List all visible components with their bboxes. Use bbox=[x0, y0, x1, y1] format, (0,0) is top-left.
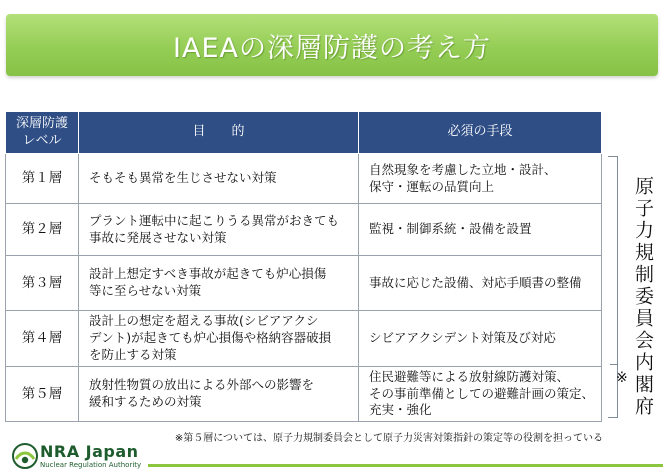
purpose-cell: 設計上の想定を超える事故(シビアアクシ デント)が起きても炉心損傷や格納容器破損 を防止する対策 bbox=[79, 311, 359, 367]
means-cell: 事故に応じた設備、対応手順書の整備 bbox=[359, 256, 602, 311]
bracket-divider bbox=[610, 364, 618, 365]
table-header-row bbox=[6, 112, 602, 154]
means-cell: シビアアクシデント対策及び対応 bbox=[359, 311, 602, 367]
asterisk-mark: ※ bbox=[616, 370, 628, 386]
purpose-cell: 設計上想定すべき事故が起きても炉心損傷 等に至らせない対策 bbox=[79, 256, 359, 311]
header-purpose: 目 的 bbox=[79, 112, 359, 154]
header-level: 深層防護 レベル bbox=[6, 112, 79, 154]
purpose-cell: そもそも異常を生じさせない対策 bbox=[79, 154, 359, 204]
means-cell: 監視・制御系統・設備を設置 bbox=[359, 204, 602, 256]
footnote: ※第５層については、原子力規制委員会として原子力災害対策指針の策定等の役割を担っている bbox=[174, 433, 603, 444]
level-cell: 第３層 bbox=[6, 256, 79, 311]
nra-label: 原子力規制委員会 bbox=[632, 176, 654, 352]
table-row bbox=[6, 367, 602, 422]
title-banner bbox=[6, 14, 658, 76]
purpose-cell: 放射性物質の放出による外部への影響を 緩和するための対策 bbox=[79, 367, 359, 422]
level-cell: 第１層 bbox=[6, 154, 79, 204]
page-title: IAEAの深層防護の考え方 bbox=[173, 32, 491, 64]
nra-logo-icon bbox=[12, 443, 38, 469]
means-cell: 住民避難等による放射線防護対策、 その事前準備としての避難計画の策定、 充実・強化 bbox=[359, 367, 602, 422]
table-row bbox=[6, 154, 602, 204]
table-row bbox=[6, 204, 602, 256]
means-cell: 自然現象を考慮した立地・設計、 保守・運転の品質向上 bbox=[359, 154, 602, 204]
purpose-cell: プラント運転中に起こりうる異常がおきても 事故に発展させない対策 bbox=[79, 204, 359, 256]
level-cell: 第２層 bbox=[6, 204, 79, 256]
level-cell: 第５層 bbox=[6, 367, 79, 422]
table-row bbox=[6, 311, 602, 367]
table-row bbox=[6, 256, 602, 311]
header-means: 必須の手段 bbox=[359, 112, 602, 154]
level-cell: 第４層 bbox=[6, 311, 79, 367]
logo-main-text: NRA Japan bbox=[40, 442, 139, 461]
defense-in-depth-table bbox=[5, 111, 602, 422]
footer-line bbox=[148, 464, 663, 467]
nra-logo bbox=[40, 444, 141, 469]
logo-sub-text: Nuclear Regulation Authority bbox=[40, 461, 142, 469]
cabinet-office-label: 内閣府 bbox=[632, 352, 654, 418]
